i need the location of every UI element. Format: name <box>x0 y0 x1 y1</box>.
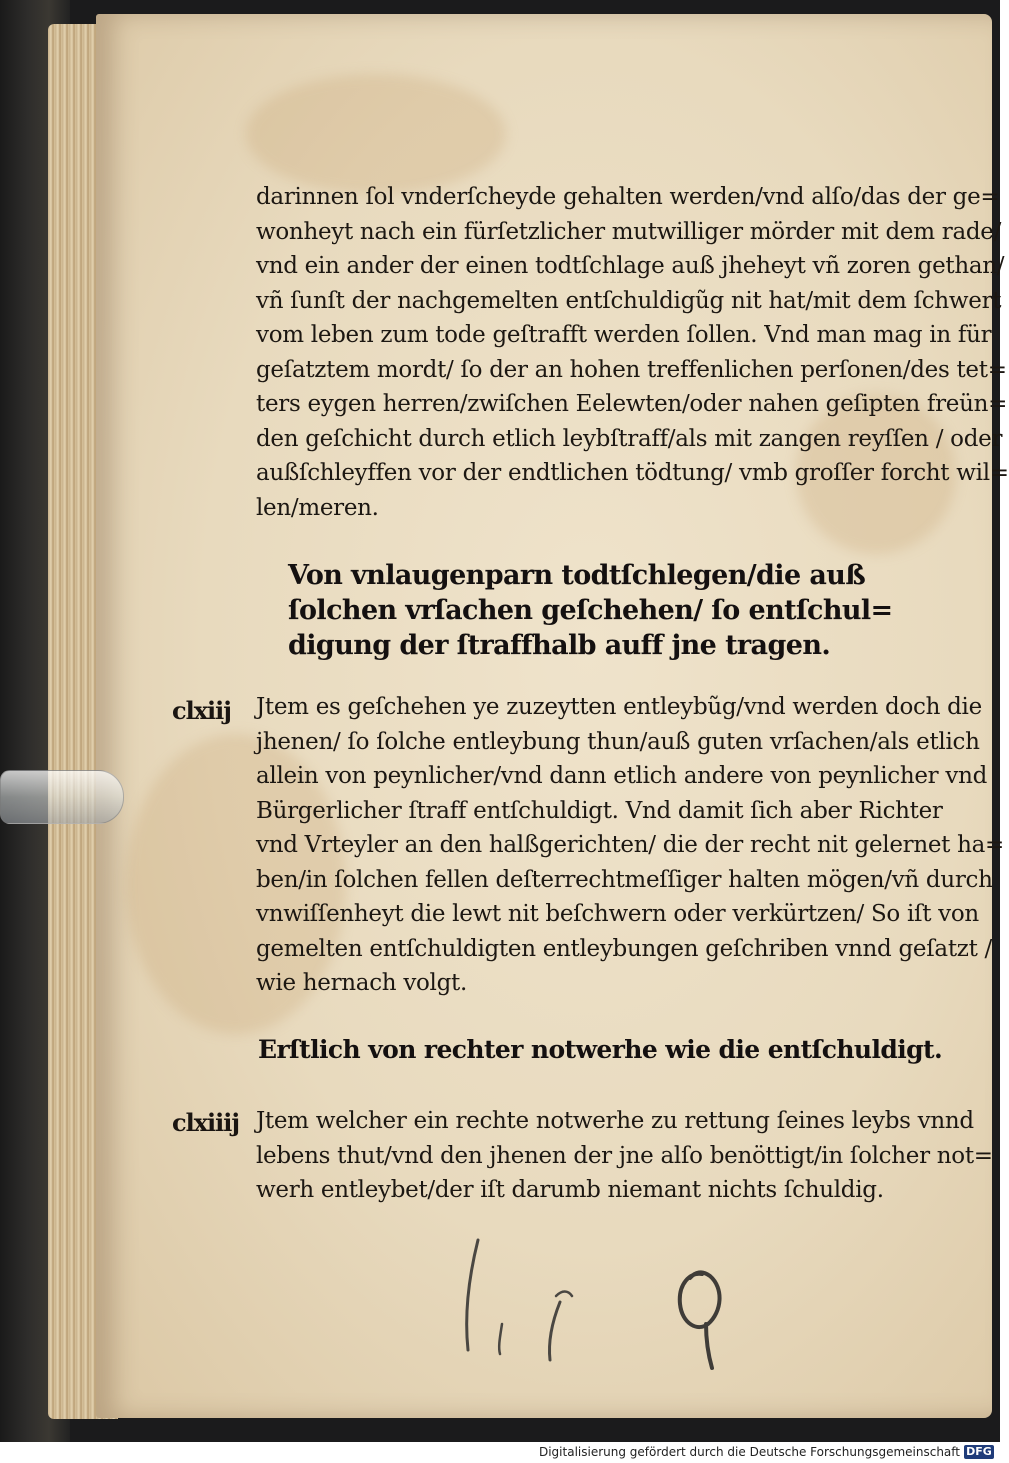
text-line: geſatztem mordt/ ſo der an hohen treffenlichen perſonen/des tet= <box>256 356 1007 383</box>
dfg-logo: DFG <box>964 1445 994 1459</box>
article-number-2: clxiiij <box>172 1108 240 1137</box>
heading-line: Von vnlaugenparn todtſchlegen/die auß <box>288 560 866 591</box>
text-line: ben/in ſolchen fellen deſterrechtmeſſiger halten mögen/vñ durch <box>256 866 993 893</box>
section-heading-2: Erſtlich von rechter notwerhe wie die entſchuldigt. <box>258 1035 943 1064</box>
digitization-footer <box>0 1442 1000 1463</box>
text-line: jhenen/ ſo ſolche entleybung thun/auß guten vrſachen/als etlich <box>256 728 980 755</box>
plastic-page-clip <box>0 770 124 824</box>
text-line: ters eygen herren/zwiſchen Eelewten/oder nahen geſipten freün= <box>256 391 1008 417</box>
text-line: vñ ſunſt der nachgemelten entſchuldigũg nit hat/mit dem ſchwert <box>256 287 1002 314</box>
text-line: vnwiſſenheyt die lewt nit beſchwern oder verkürtzen/ So iſt von <box>256 901 979 927</box>
text-line: vom leben zum tode geſtrafft werden ſollen. Vnd man mag in für <box>256 322 992 348</box>
text-line: allein von peynlicher/vnd dann etlich andere von peynlicher vnd <box>256 763 988 789</box>
text-line: Jtem welcher ein rechte notwerhe zu rettung ſeines leybs vnnd <box>256 1108 974 1134</box>
paragraph-1 <box>256 180 1009 525</box>
text-line: vnd ein ander der einen todtſchlage auß jheheyt vñ zoren gethan/ <box>256 253 1005 279</box>
water-stain <box>246 74 506 194</box>
paragraph-3 <box>256 1104 993 1208</box>
paragraph-2 <box>256 690 1005 1001</box>
text-line: außſchleyffen vor der endtlichen tödtung/ vmb groſſer forcht wil= <box>256 460 1009 486</box>
text-line: darinnen ſol vnderſcheyde gehalten werden/vnd alſo/das der ge= <box>256 184 1000 210</box>
text-line: werh entleybet/der iſt darumb niemant nichts ſchuldig. <box>256 1177 884 1203</box>
text-line: wie hernach volgt. <box>256 970 467 996</box>
section-heading-1 <box>288 558 893 663</box>
text-line: vnd Vrteyler an den halßgerichten/ die der recht nit gelernet ha= <box>256 832 1005 858</box>
footer-credit-text: Digitalisierung gefördert durch die Deutsche Forschungsgemeinschaft <box>538 1445 960 1459</box>
text-line: lebens thut/vnd den jhenen der jne alſo benöttigt/in ſolcher not= <box>256 1142 993 1169</box>
article-number-1: clxiij <box>172 696 231 725</box>
pencil-marks-drawing <box>440 1232 760 1382</box>
text-line: len/meren. <box>256 494 379 521</box>
text-line: gemelten entſchuldigten entleybungen geſchriben vnnd geſatzt / <box>256 935 992 962</box>
heading-line: ſolchen vrſachen geſchehen/ ſo entſchul= <box>288 595 893 626</box>
text-line: Bürgerlicher ſtraff entſchuldigt. Vnd damit ſich aber Richter <box>256 797 943 824</box>
heading-line: digung der ſtraffhalb auff jne tragen. <box>288 630 831 661</box>
text-line: Jtem es geſchehen ye zuzeytten entleybũg/vnd werden doch die <box>256 694 982 720</box>
text-line: den geſchicht durch etlich leybſtraff/als mit zangen reyſſen / oder <box>256 425 1003 452</box>
text-line: wonheyt nach ein fürſetzlicher mutwilliger mörder mit dem rade/ <box>256 218 1002 245</box>
